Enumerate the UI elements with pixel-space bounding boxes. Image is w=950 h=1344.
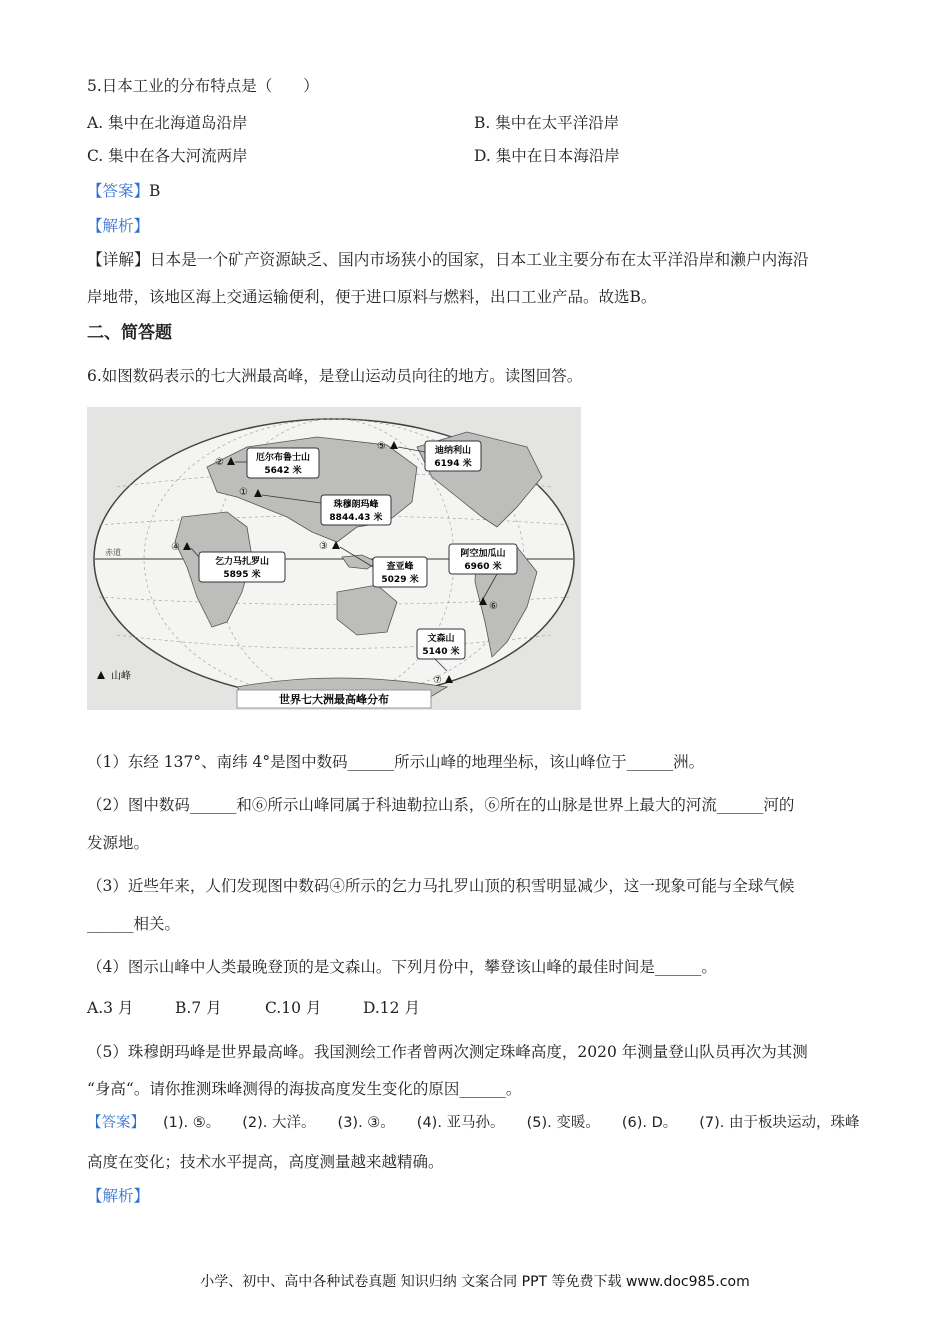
peak-num-4: ④ [171, 542, 180, 553]
q6-sub4-options [87, 998, 420, 1018]
peak-height-4: 5895 米 [223, 570, 261, 580]
q5-detail-line2: 岸地带，该地区海上交通运输便利，便于进口原料与燃料，出口工业产品。故选B。 [87, 288, 657, 306]
q5-option-a: A. 集中在北海道岛沿岸 [87, 114, 248, 132]
q6-sub3-line2: ______相关。 [87, 915, 181, 933]
peak-height-3: 5029 米 [381, 575, 419, 585]
peak-num-6: ⑥ [489, 601, 498, 612]
q6-sub2-line1: （2）图中数码______和⑥所示山峰同属于科迪勒拉山系，⑥所在的山脉是世界上最大的河流______河的 [87, 796, 795, 814]
equator-label: 赤道 [105, 548, 121, 557]
peak-height-6: 6960 米 [464, 562, 502, 572]
peak-name-4: 乞力马扎罗山 [214, 557, 270, 567]
peak-height-2: 5642 米 [264, 466, 302, 476]
q5-stem: 5.日本工业的分布特点是（ ） [87, 77, 319, 95]
q6-answer-label: 【答案】 [87, 1115, 145, 1131]
q6-answer-4: (4). 亚马孙。 [416, 1115, 505, 1131]
answer-label: 【答案】 [87, 182, 150, 200]
q6-sub5-line1: （5）珠穆朗玛峰是世界最高峰。我国测绘工作者曾两次测定珠峰高度，2020 年测量登山队员再次为其测 [87, 1043, 808, 1061]
q6-sub5-line2: “身高“。请你推测珠峰测得的海拔高度发生变化的原因______。 [87, 1080, 522, 1098]
peak-name-1: 珠穆朗玛峰 [333, 500, 379, 510]
q6-answer-7: (7). 由于板块运动，珠峰 [699, 1115, 860, 1131]
section-title: 二、简答题 [87, 323, 172, 343]
q6-sub4-option-d: D.12 月 [363, 999, 420, 1017]
peak-name-2: 厄尔布鲁士山 [255, 453, 311, 463]
q6-sub2-line2: 发源地。 [87, 834, 150, 852]
q6-sub4-option-c: C.10 月 [265, 999, 322, 1017]
peak-height-5: 6194 米 [434, 459, 472, 469]
peak-num-7: ⑦ [433, 675, 442, 686]
peak-name-6: 阿空加瓜山 [460, 549, 506, 559]
peak-height-7: 5140 米 [422, 647, 460, 657]
peak-num-1: ① [239, 487, 248, 498]
q5-analysis-label: 【解析】 [87, 217, 150, 235]
q6-sub3-line1: （3）近些年来，人们发现图中数码④所示的乞力马扎罗山顶的积雪明显减少，这一现象可能与全球气候 [87, 877, 795, 895]
q6-answer-line2: 高度在变化；技术水平提高，高度测量越来越精确。 [87, 1153, 444, 1171]
peak-num-3: ③ [319, 541, 328, 552]
peak-name-5: 迪纳利山 [434, 446, 472, 456]
q6-answer-2: (2). 大洋。 [242, 1115, 316, 1131]
q6-sub1: （1）东经 137°、南纬 4°是图中数码______所示山峰的地理坐标，该山峰位于______洲。 [87, 753, 705, 771]
q6-answer [87, 1113, 860, 1133]
peak-num-2: ② [215, 457, 224, 468]
q5-option-c: C. 集中在各大河流两岸 [87, 147, 248, 165]
q5-detail-line1: 【详解】日本是一个矿产资源缺乏、国内市场狭小的国家，日本工业主要分布在太平洋沿岸和濑户内海沿 [87, 250, 809, 269]
q6-sub4-option-b: B.7 月 [175, 999, 222, 1017]
q6-sub4: （4）图示山峰中人类最晚登顶的是文森山。下列月份中，攀登该山峰的最佳时间是______。 [87, 958, 717, 976]
q6-stem: 6.如图数码表示的七大洲最高峰，是登山运动员向往的地方。读图回答。 [87, 367, 583, 385]
peak-name-7: 文森山 [427, 634, 455, 644]
q5-option-d: D. 集中在日本海沿岸 [474, 147, 620, 165]
answer-value: B [149, 182, 161, 200]
q6-answer-1: (1). ⑤。 [163, 1115, 221, 1131]
peak-name-3: 查亚峰 [386, 562, 414, 572]
map-title: 世界七大洲最高峰分布 [279, 693, 389, 706]
q6-sub4-option-a: A.3 月 [87, 999, 134, 1017]
q6-answer-6: (6). D。 [621, 1115, 678, 1131]
legend-label: 山峰 [111, 671, 131, 682]
page-footer: 小学、初中、高中各种试卷真题 知识归纳 文案合同 PPT 等免费下载 www.doc985.com [200, 1274, 750, 1290]
q6-answer-3: (3). ③。 [337, 1115, 395, 1131]
q6-analysis-label: 【解析】 [87, 1187, 150, 1205]
world-peaks-map [87, 407, 581, 710]
q5-option-b: B. 集中在太平洋沿岸 [474, 114, 620, 132]
peak-num-5: ⑤ [377, 441, 386, 452]
q6-answer-5: (5). 变暖。 [526, 1115, 600, 1131]
q5-answer [87, 181, 160, 201]
peak-height-1: 8844.43 米 [329, 513, 383, 523]
